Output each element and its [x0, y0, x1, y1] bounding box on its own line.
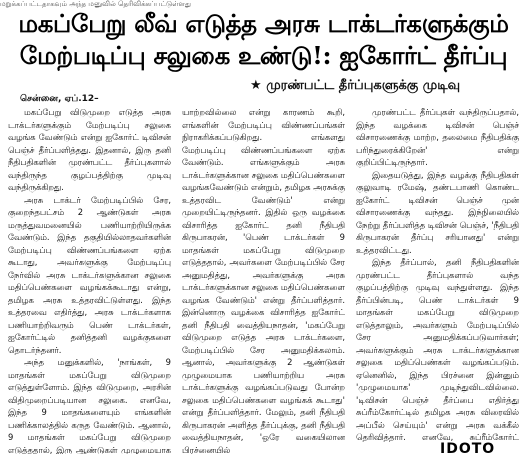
dateline: சென்னை, ஏப்.12– [20, 94, 99, 104]
article-column-3 [356, 106, 519, 446]
partial-logo: IDOTO [440, 441, 496, 457]
article-column-1 [8, 106, 171, 454]
paragraph: முரண்பட்ட தீர்ப்புகள் வந்திருப்பதால், இந்த வழக்கை டிவிசன் பெஞ்ச் விசாரணைக்கு மாற்ற, தலைமை நீதிபதிக்கு பரிந்துரைக்கிறேன்' என்று குறிப்பிட்டிருந்தார். [356, 107, 519, 167]
headline-line-1: மகப்பேறு லீவ் எடுத்த அரசு டாக்டர்களுக்கும் [18, 9, 509, 38]
paragraph: அரசு டாக்டர் மேற்படிப்பில் சேர, குறைந்தபட்சம் 2 ஆண்டுகள் அரசு மருத்துவமனையில் பணியாற்றியிருக்க வேண்டும். இந்த தகுதியில்லாதவர்களின் மேற்படிப்பு விண்ணப்பங்களை ஏற்க கூடாது, அவர்களுக்கு மேற்படிப்பு நேர்வில் அரசு டாக்டர்களுக்கான சலுகை மதிப்பெண்களை வழங்கக்கூடாது என்று, தமிழக அரசு உத்தரவிட்டுள்ளது. இந்த உத்தரவை எதிர்த்து, அரசு டாக்டர்களாக பணியாற்றிவரும் பெண் டாக்டர்கள், ஐகோர்ட்டில் தனித்தனி வழக்குகளை தொடர்ந்தனர். [8, 194, 171, 355]
headline-line-2: மேற்படிப்பு சலுகை உண்டு!: ஐகோர்ட் தீர்ப்பு [19, 41, 508, 70]
star-icon: ★ [250, 78, 262, 93]
article-column-2 [182, 106, 345, 454]
top-strip-text: மறுக்கப்பட்டதாகவும் அந்த மனுவில் தெரிவிக்கப்பட்டுள்ளது [0, 0, 191, 8]
paragraph: இந்த தீர்ப்பால், தனி நீதிபதிகளின் முரண்பட்ட தீர்ப்புகளால் வந்த குழப்பத்திற்கு முடிவு வந்துள்ளது. இந்த தீர்ப்பின்படி, பெண் டாக்டர்கள் 9 மாதங்கள் மகப்பேறு விடுமுறை எடுத்தாலும், அவர்களும் மேற்படிப்பில் சேர அனுமதிக்கப்படுவார்கள்; அவர்களுக்கும் அரசு டாக்டர்களுக்கான சலுகை மதிப்பெண்கள் வழங்கப்படும். ஏனெனில், இந்த பிரச்னை இன்னும் 'முழுமையாக' முடிந்துவிடவில்லை. 'டிவிசன் பெஞ்ச் தீர்ப்பை எதிர்த்து சுப்ரீம்கோர்ட்டில் தமிழக அரசு விரைவில் அப்பீல் செய்யும்' என்று அரசு வக்கீல் தெரிவித்தார். எனவே, சுப்ரீம்கோர்ட் [356, 257, 519, 442]
subheadline-text: முரண்பட்ட தீர்ப்புகளுக்கு முடிவு [266, 78, 461, 93]
paragraph: யாற்றவில்லை என்று காரணம் கூறி, எங்களின் மேற்படிப்பு விண்ணப்பங்கள் நிராகரிக்கப்படுகிறது. எங்களது மேற்படிப்பு விண்ணப்பங்களை ஏற்க வேண்டும். எங்களுக்கும் அரசு டாக்டர்களுக்கான சலுகை மதிப்பெண்களை வழங்கவேண்டும் என்றும், தமிழக அரசுக்கு உத்தரவிட வேண்டும்' என்று முறையிட்டிருந்தனர். இதில் ஒரு வழக்கை விசாரித்த ஐகோர்ட் தனி நீதிபதி கிருபாகரன், 'பெண் டாக்டர்கள் 9 மாதங்கள் மகப்பேறு விடுமுறை எடுத்ததால், அவர்களை மேற்படிப்பில் சேர அனுமதித்து, அவர்களுக்கு அரசு டாக்டர்களுக்கான சலுகை மதிப்பெண்களை வழங்க வேண்டும்' என்று தீர்ப்பளித்தார். இன்னொரு வழக்கை விசாரித்த ஐகோர்ட் தனி நீதிபதி வைத்தியநாதன், 'மகப்பேறு விடுமுறை எடுத்த அரசு டாக்டர்களை, மேற்படிப்பில் சேர அனுமதிக்கலாம். ஆனால், அவர்களுக்கு 2 ஆண்டுகள் முழுமையாக பணியாற்றிய அரசு டாக்டர்களுக்கு வழங்கப்படுவது போன்ற சலுகை மதிப்பெண்களை வழங்கக் கூடாது' என்று தீர்ப்பளித்தார். மேலும், தனி நீதிபதி கிருபாகரன் அளித்த தீர்ப்புக்கு, தனி நீதிபதி வைத்தியநாதன், 'ஒரே வகையிலான பிரச்னையில் [182, 107, 345, 454]
paragraph: மகப்பேறு விடுமுறை எடுத்த அரசு டாக்டர்களுக்கும் மேற்படிப்பு சலுகை வழங்க வேண்டும் என்று ஐகோர்ட் டிவிசன் பெஞ்ச் தீர்ப்பளித்தது. இதனால், இரு தனி நீதிபதிகளின் முரண்பட்ட தீர்ப்புகளால் வந்திருந்த குழப்பத்திற்கு முடிவு வந்திருக்கிறது. [8, 107, 171, 192]
paragraph: அந்த மனுக்களில், 'நாங்கள், 9 மாதங்கள் மகப்பேறு விடுமுறை எடுத்துள்ளோம். இந்த விடுமுறை, அரசின் விதிமுறைப்படியான சலுகை. எனவே, இந்த 9 மாதங்களையும் எங்களின் பணிக்காலத்தில் கருத வேண்டும். ஆனால், 9 மாதங்கள் மகப்பேறு விடுமுறை எடுத்ததால், இரு ஆண்டுகள் முழுமையாக [8, 357, 171, 454]
subheadline [250, 78, 460, 94]
paragraph: இதையடுத்து, இந்த வழக்கு நீதிபதிகள் குலுவாடி ரமேஷ், தண்டபாணி கொண்ட ஐகோர்ட் டிவிசன் பெஞ்ச் முன் விசாரணைக்கு வந்தது. இந்நிலையில் நேற்று தீர்ப்பளித்த டிவிசன் பெஞ்ச், 'நீதிபதி கிருபாகரன் தீர்ப்பு சரியானது' என்று உத்தரவிட்டது. [356, 169, 519, 255]
